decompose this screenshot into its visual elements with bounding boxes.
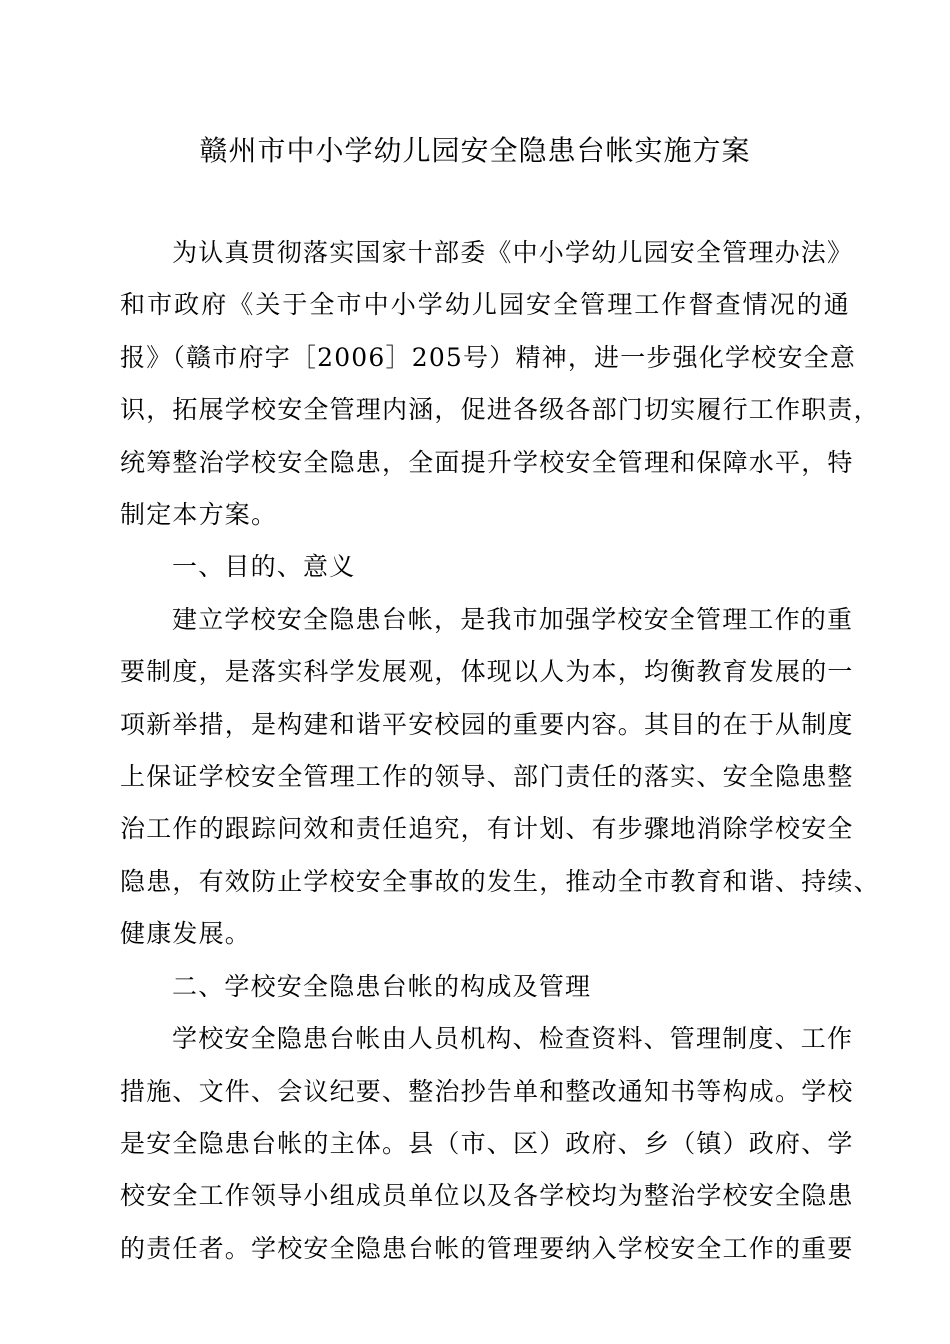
text-line: 上保证学校安全管理工作的领导、部门责任的落实、安全隐患整 — [120, 762, 854, 792]
text-line: 建立学校安全隐患台帐，是我市加强学校安全管理工作的重 — [172, 604, 854, 634]
text-line: 健康发展。 — [120, 919, 252, 949]
text-line: 是安全隐患台帐的主体。县（市、区）政府、乡（镇）政府、学 — [120, 1128, 854, 1158]
text-line: 报》（赣市府字［2006］205号）精神，进一步强化学校安全意 — [120, 342, 857, 372]
text-line: 治工作的跟踪问效和责任追究，有计划、有步骤地消除学校安全 — [120, 814, 854, 844]
composition-paragraph — [120, 1013, 854, 1275]
purpose-paragraph — [120, 594, 880, 961]
intro-paragraph — [120, 227, 880, 541]
text-line: 隐患，有效防止学校安全事故的发生，推动全市教育和谐、持续、 — [120, 866, 880, 896]
text-line: 校安全工作领导小组成员单位以及各学校均为整治学校安全隐患 — [120, 1181, 854, 1211]
text-line: 统筹整治学校安全隐患，全面提升学校安全管理和保障水平，特 — [120, 447, 854, 477]
text-line: 和市政府《关于全市中小学幼儿园安全管理工作督查情况的通 — [120, 290, 850, 320]
section-heading-purpose: 一、目的、意义 — [172, 552, 356, 582]
section-heading-composition: 二、学校安全隐患台帐的构成及管理 — [172, 971, 592, 1001]
document-body — [120, 227, 880, 1275]
text-line: 识，拓展学校安全管理内涵，促进各级各部门切实履行工作职责， — [120, 395, 880, 425]
text-line: 的责任者。学校安全隐患台帐的管理要纳入学校安全工作的重要 — [120, 1233, 854, 1263]
text-line: 措施、文件、会议纪要、整治抄告单和整改通知书等构成。学校 — [120, 1076, 854, 1106]
text-line: 学校安全隐患台帐由人员机构、检查资料、管理制度、工作 — [172, 1024, 854, 1054]
document-title: 赣州市中小学幼儿园安全隐患台帐实施方案 — [199, 134, 751, 167]
text-line: 项新举措，是构建和谐平安校园的重要内容。其目的在于从制度 — [120, 709, 854, 739]
text-line: 为认真贯彻落实国家十部委《中小学幼儿园安全管理办法》 — [172, 238, 854, 267]
text-line: 制定本方案。 — [120, 500, 278, 530]
text-line: 要制度，是落实科学发展观，体现以人为本，均衡教育发展的一 — [120, 657, 854, 687]
